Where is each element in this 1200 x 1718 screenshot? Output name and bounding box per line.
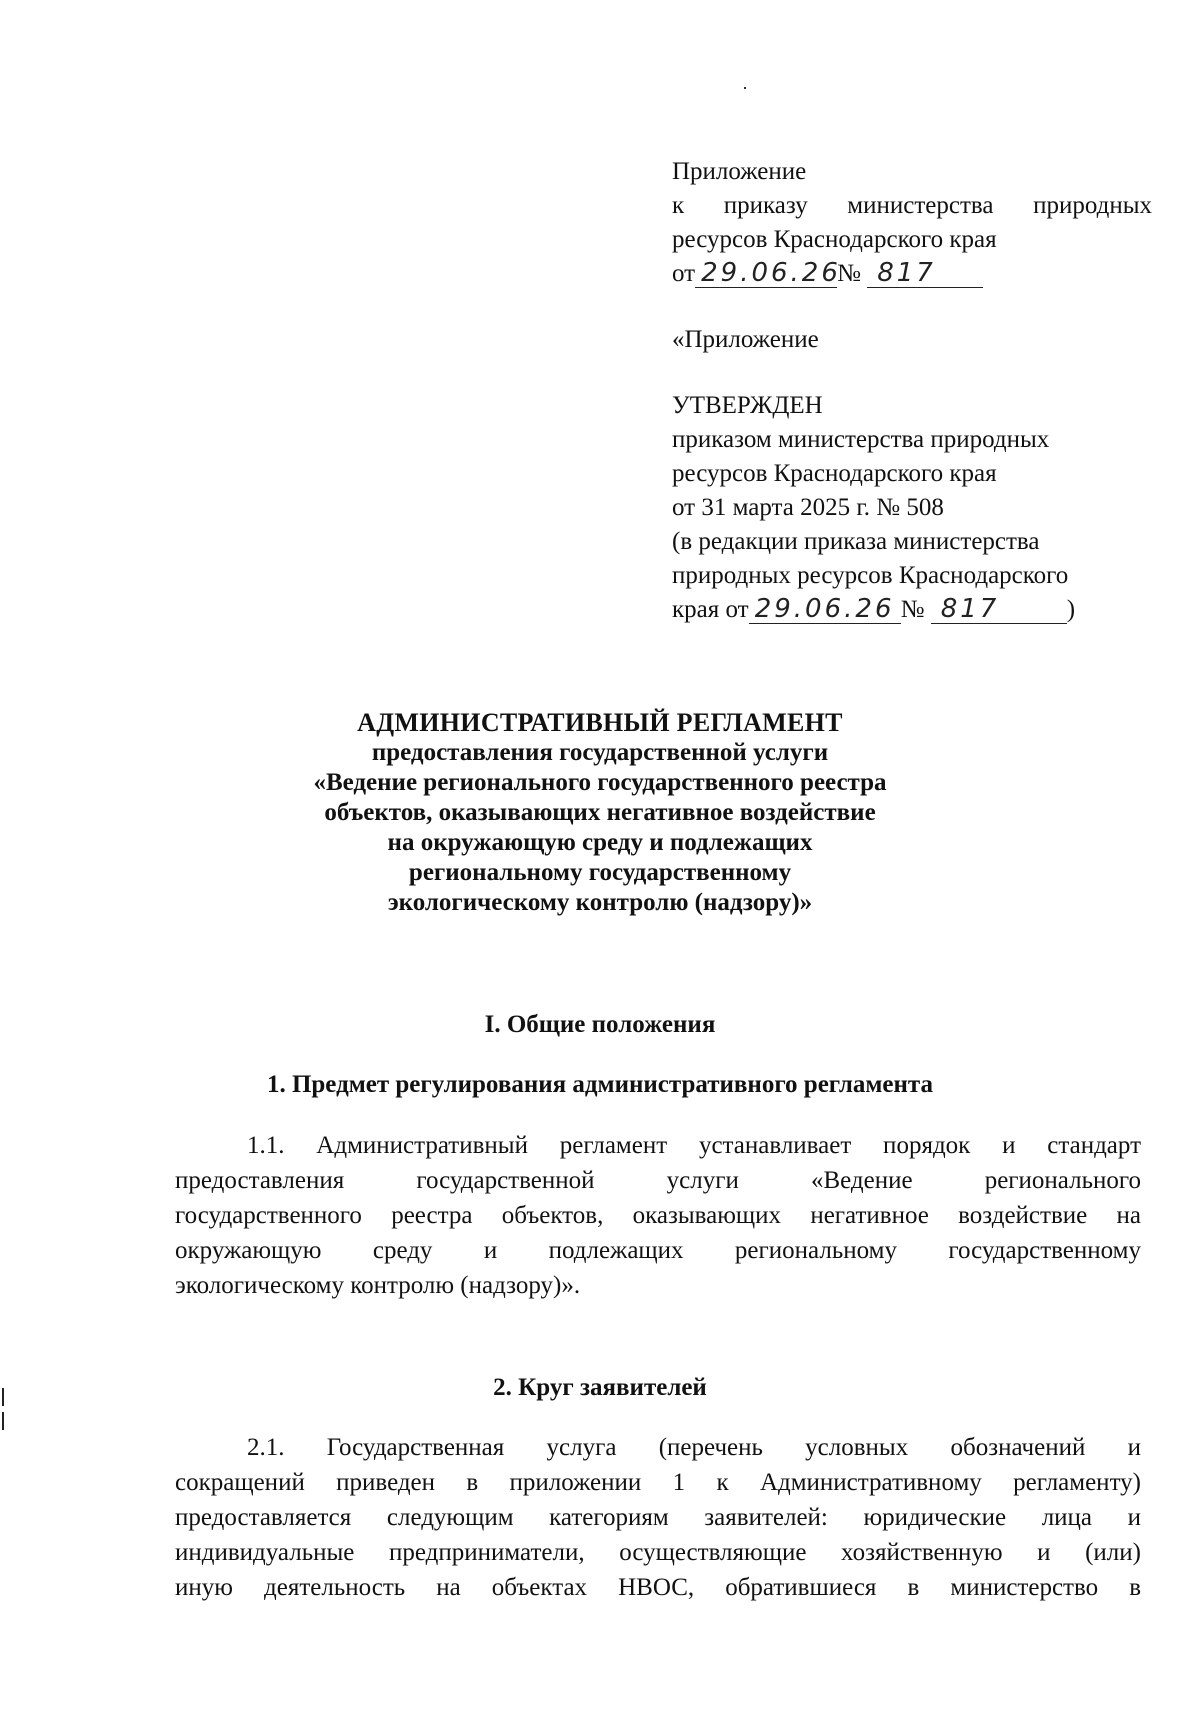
revision-date-prefix: края от: [672, 596, 749, 623]
quoted-appendix-label: «Приложение: [672, 326, 819, 353]
subsection-heading-1: 1. Предмет регулирования административного регламента: [266, 1071, 934, 1098]
approved-by-order: приказом министерства природных: [672, 426, 1050, 453]
title-line: «Ведение регионального государственного реестра: [313, 769, 887, 796]
handwritten-number: 817: [867, 259, 983, 288]
approved-label: УТВЕРЖДЕН: [672, 392, 823, 419]
revision-date-number: [672, 593, 1152, 627]
paragraph-1-1: [175, 1128, 1141, 1303]
appendix-region: ресурсов Краснодарского края: [672, 226, 997, 253]
document-title: [0, 708, 1200, 918]
paragraph-line: окружающую среду и подлежащих региональному государственному: [175, 1237, 1141, 1264]
paragraph-2-1: [175, 1430, 1141, 1605]
approved-region: ресурсов Краснодарского края: [672, 460, 997, 487]
paragraph-line: 1.1. Административный регламент устанавливает порядок и стандарт: [247, 1132, 1141, 1159]
revision-close-paren: ): [1066, 596, 1076, 623]
title-line: на окружающую среду и подлежащих: [387, 829, 813, 856]
revision-note: (в редакции приказа министерства: [672, 528, 1040, 555]
appendix-date-number: [672, 257, 1152, 291]
section-heading: I. Общие положения: [484, 1011, 716, 1038]
approved-date: от 31 марта 2025 г. № 508: [672, 494, 944, 521]
handwritten-date: 29.06.26: [695, 259, 837, 288]
paragraph-line: сокращений приведен в приложении 1 к Административному регламенту): [175, 1469, 1141, 1496]
subsection-heading-2: 2. Круг заявителей: [493, 1374, 707, 1401]
paragraph-line: предоставления государственной услуги «Ведение регионального: [175, 1167, 1141, 1194]
title-line: региональному государственному: [408, 859, 792, 886]
paragraph-line: 2.1. Государственная услуга (перечень условных обозначений и: [247, 1434, 1141, 1461]
paragraph-line: государственного реестра объектов, оказывающих негативное воздействие на: [175, 1202, 1141, 1229]
title-line: объектов, оказывающих негативное воздействие: [324, 799, 876, 826]
appendix-label: Приложение: [672, 158, 807, 185]
title-main: АДМИНИСТРАТИВНЫЙ РЕГЛАМЕНТ: [357, 708, 843, 737]
title-line: экологическому контролю (надзору)»: [387, 889, 813, 916]
appendix-header: [672, 155, 1152, 627]
scan-speck: [744, 87, 746, 89]
revision-region: природных ресурсов Краснодарского: [672, 562, 1069, 589]
title-line: предоставления государственной услуги: [371, 739, 829, 766]
revision-handwritten-date: 29.06.26: [749, 595, 901, 624]
revision-number-sign: №: [900, 596, 925, 623]
margin-mark: [2, 1412, 4, 1430]
number-sign: №: [837, 260, 861, 287]
appendix-order-ref: к приказу министерства природных: [672, 192, 1152, 219]
paragraph-line: иную деятельность на объектах НВОС, обратившиеся в министерство в: [175, 1574, 1141, 1601]
date-prefix: от: [672, 260, 696, 287]
revision-handwritten-number: 817: [931, 595, 1067, 624]
paragraph-line: экологическому контролю (надзору)».: [175, 1272, 581, 1299]
paragraph-line: индивидуальные предприниматели, осуществляющие хозяйственную и (или): [175, 1539, 1141, 1566]
paragraph-line: предоставляется следующим категориям заявителей: юридические лица и: [175, 1504, 1141, 1531]
